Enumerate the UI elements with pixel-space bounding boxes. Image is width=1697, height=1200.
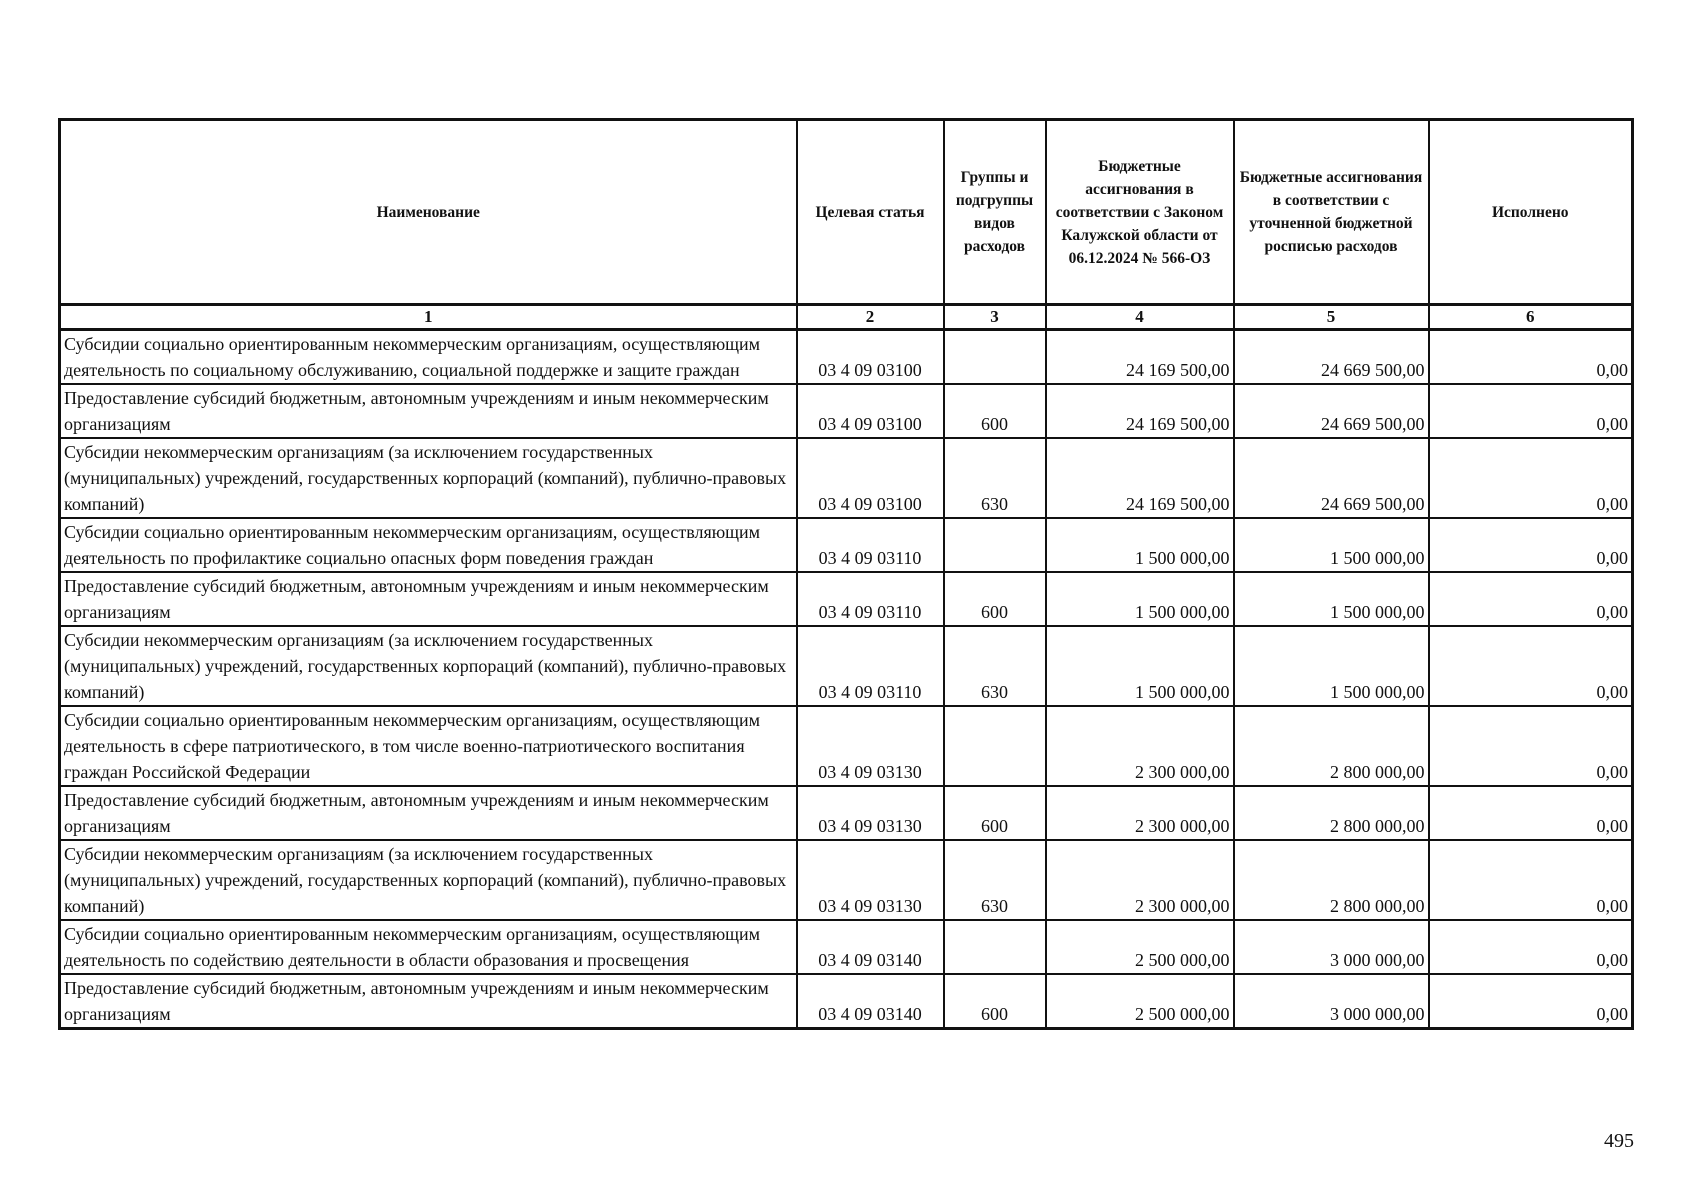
row-name-cell: Предоставление субсидий бюджетным, автономным учреждениям и иным некоммерческим организациям <box>60 572 797 626</box>
row-executed-cell: 0,00 <box>1429 572 1633 626</box>
row-name-cell: Предоставление субсидий бюджетным, автономным учреждениям и иным некоммерческим организациям <box>60 786 797 840</box>
column-number: 1 <box>60 305 797 330</box>
row-name-cell: Субсидии некоммерческим организациям (за исключением государственных (муниципальных) учреждений, государственных корпораций (компаний), публично-правовых компаний) <box>60 626 797 706</box>
column-number-row <box>60 305 1633 330</box>
row-law-amount-cell: 1 500 000,00 <box>1046 572 1234 626</box>
table-row <box>60 706 1633 786</box>
table-row <box>60 518 1633 572</box>
row-refined-amount-cell: 3 000 000,00 <box>1234 974 1429 1029</box>
row-refined-amount-cell: 2 800 000,00 <box>1234 786 1429 840</box>
table-header-row <box>60 120 1633 305</box>
row-target-article-cell: 03 4 09 03110 <box>797 626 944 706</box>
row-target-article-cell: 03 4 09 03130 <box>797 786 944 840</box>
row-refined-amount-cell: 1 500 000,00 <box>1234 572 1429 626</box>
row-name-cell: Субсидии социально ориентированным некоммерческим организациям, осуществляющим деятельность по профилактике социально опасных форм поведения граждан <box>60 518 797 572</box>
row-refined-amount-cell: 24 669 500,00 <box>1234 330 1429 385</box>
table-row <box>60 786 1633 840</box>
row-law-amount-cell: 24 169 500,00 <box>1046 330 1234 385</box>
row-name-cell: Субсидии некоммерческим организациям (за исключением государственных (муниципальных) учреждений, государственных корпораций (компаний), публично-правовых компаний) <box>60 840 797 920</box>
header-expense-groups: Группы и подгруппы видов расходов <box>944 120 1046 305</box>
column-number: 2 <box>797 305 944 330</box>
column-number: 5 <box>1234 305 1429 330</box>
row-law-amount-cell: 24 169 500,00 <box>1046 384 1234 438</box>
table-row <box>60 974 1633 1029</box>
row-expense-group-cell: 600 <box>944 974 1046 1029</box>
row-law-amount-cell: 1 500 000,00 <box>1046 626 1234 706</box>
row-refined-amount-cell: 24 669 500,00 <box>1234 438 1429 518</box>
budget-table <box>58 118 1634 1030</box>
row-executed-cell: 0,00 <box>1429 438 1633 518</box>
row-executed-cell: 0,00 <box>1429 518 1633 572</box>
row-law-amount-cell: 2 300 000,00 <box>1046 706 1234 786</box>
table-row <box>60 626 1633 706</box>
row-executed-cell: 0,00 <box>1429 330 1633 385</box>
row-target-article-cell: 03 4 09 03110 <box>797 572 944 626</box>
table-row <box>60 572 1633 626</box>
budget-document <box>58 118 1631 1030</box>
row-name-cell: Предоставление субсидий бюджетным, автономным учреждениям и иным некоммерческим организациям <box>60 384 797 438</box>
row-law-amount-cell: 2 500 000,00 <box>1046 920 1234 974</box>
row-expense-group-cell: 630 <box>944 626 1046 706</box>
row-expense-group-cell: 600 <box>944 786 1046 840</box>
header-target-article: Целевая статья <box>797 120 944 305</box>
row-law-amount-cell: 24 169 500,00 <box>1046 438 1234 518</box>
header-law-allocations: Бюджетные ассигнования в соответствии с Законом Калужской области от 06.12.2024 № 566-ОЗ <box>1046 120 1234 305</box>
row-expense-group-cell: 630 <box>944 438 1046 518</box>
row-name-cell: Субсидии социально ориентированным некоммерческим организациям, осуществляющим деятельность по социальному обслуживанию, социальной поддержке и защите граждан <box>60 330 797 385</box>
table-body <box>60 330 1633 1029</box>
row-refined-amount-cell: 3 000 000,00 <box>1234 920 1429 974</box>
row-target-article-cell: 03 4 09 03110 <box>797 518 944 572</box>
header-executed: Исполнено <box>1429 120 1633 305</box>
row-expense-group-cell: 600 <box>944 572 1046 626</box>
header-refined-allocations: Бюджетные ассигнования в соответствии с уточненной бюджетной росписью расходов <box>1234 120 1429 305</box>
row-law-amount-cell: 2 500 000,00 <box>1046 974 1234 1029</box>
row-name-cell: Субсидии некоммерческим организациям (за исключением государственных (муниципальных) учреждений, государственных корпораций (компаний), публично-правовых компаний) <box>60 438 797 518</box>
row-target-article-cell: 03 4 09 03100 <box>797 384 944 438</box>
column-number: 6 <box>1429 305 1633 330</box>
row-expense-group-cell: 600 <box>944 384 1046 438</box>
row-executed-cell: 0,00 <box>1429 974 1633 1029</box>
row-refined-amount-cell: 1 500 000,00 <box>1234 626 1429 706</box>
column-number: 4 <box>1046 305 1234 330</box>
row-refined-amount-cell: 2 800 000,00 <box>1234 706 1429 786</box>
row-executed-cell: 0,00 <box>1429 706 1633 786</box>
row-refined-amount-cell: 24 669 500,00 <box>1234 384 1429 438</box>
row-expense-group-cell <box>944 920 1046 974</box>
row-executed-cell: 0,00 <box>1429 626 1633 706</box>
row-law-amount-cell: 1 500 000,00 <box>1046 518 1234 572</box>
row-executed-cell: 0,00 <box>1429 786 1633 840</box>
column-number: 3 <box>944 305 1046 330</box>
row-target-article-cell: 03 4 09 03130 <box>797 840 944 920</box>
row-law-amount-cell: 2 300 000,00 <box>1046 840 1234 920</box>
page-number: 495 <box>1604 1130 1634 1152</box>
row-name-cell: Субсидии социально ориентированным некоммерческим организациям, осуществляющим деятельность в сфере патриотического, в том числе военно-патриотического воспитания граждан Российской Федерации <box>60 706 797 786</box>
row-executed-cell: 0,00 <box>1429 840 1633 920</box>
row-target-article-cell: 03 4 09 03140 <box>797 920 944 974</box>
row-expense-group-cell <box>944 518 1046 572</box>
row-name-cell: Субсидии социально ориентированным некоммерческим организациям, осуществляющим деятельность по содействию деятельности в области образования и просвещения <box>60 920 797 974</box>
row-expense-group-cell <box>944 706 1046 786</box>
row-executed-cell: 0,00 <box>1429 920 1633 974</box>
table-row <box>60 920 1633 974</box>
table-row <box>60 840 1633 920</box>
row-target-article-cell: 03 4 09 03100 <box>797 438 944 518</box>
table-row <box>60 384 1633 438</box>
table-row <box>60 438 1633 518</box>
row-target-article-cell: 03 4 09 03140 <box>797 974 944 1029</box>
row-executed-cell: 0,00 <box>1429 384 1633 438</box>
row-name-cell: Предоставление субсидий бюджетным, автономным учреждениям и иным некоммерческим организациям <box>60 974 797 1029</box>
row-target-article-cell: 03 4 09 03100 <box>797 330 944 385</box>
row-target-article-cell: 03 4 09 03130 <box>797 706 944 786</box>
header-name: Наименование <box>60 120 797 305</box>
row-refined-amount-cell: 1 500 000,00 <box>1234 518 1429 572</box>
row-expense-group-cell: 630 <box>944 840 1046 920</box>
row-law-amount-cell: 2 300 000,00 <box>1046 786 1234 840</box>
table-row <box>60 330 1633 385</box>
row-refined-amount-cell: 2 800 000,00 <box>1234 840 1429 920</box>
row-expense-group-cell <box>944 330 1046 385</box>
